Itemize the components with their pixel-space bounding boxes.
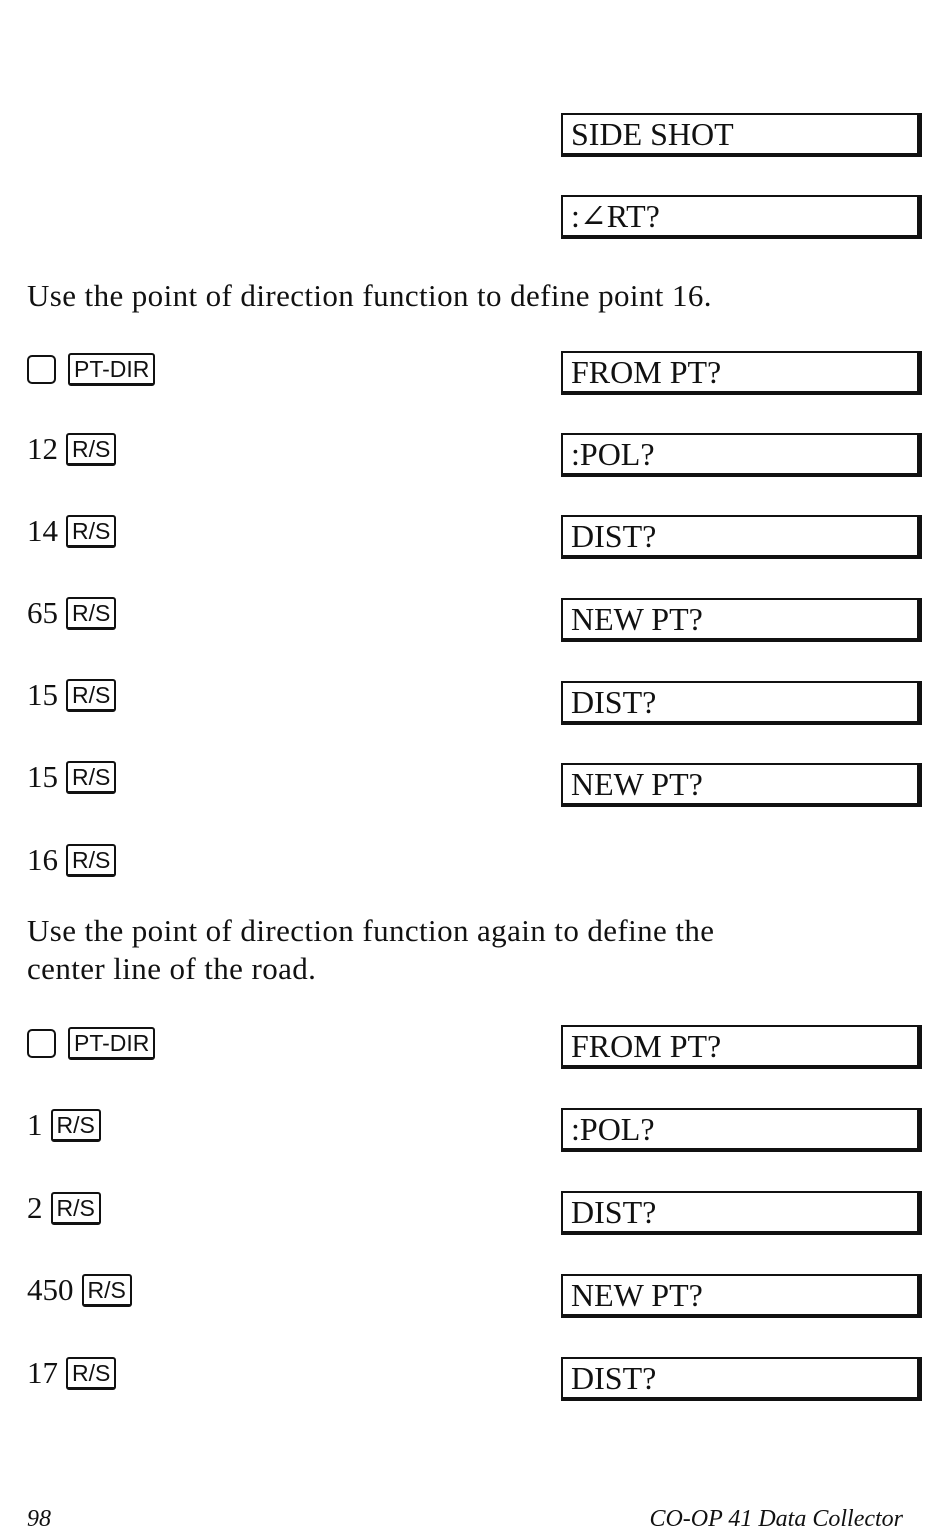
display-text: NEW PT?: [571, 766, 703, 802]
display-text: FROM PT?: [571, 1028, 722, 1064]
rs-key: R/S: [66, 761, 116, 794]
entry-value: 17: [27, 1355, 58, 1390]
step-pt-dir-2: [27, 1023, 155, 1063]
step-entry: [27, 1353, 116, 1393]
display-dist: [561, 1357, 922, 1401]
step-entry: [27, 757, 116, 797]
entry-value: 16: [27, 842, 58, 877]
rs-key: R/S: [51, 1192, 101, 1225]
display-text: FROM PT?: [571, 354, 722, 390]
display-new-pt: [561, 1274, 922, 1318]
display-dist: [561, 681, 922, 725]
entry-value: 14: [27, 513, 58, 548]
shift-key-icon: [27, 355, 56, 384]
display-new-pt: [561, 763, 922, 807]
rs-key: R/S: [66, 433, 116, 466]
rs-key: R/S: [66, 515, 116, 548]
display-pol: [561, 1108, 922, 1152]
pt-dir-key: PT-DIR: [68, 1027, 155, 1060]
display-new-pt: [561, 598, 922, 642]
display-text: :POL?: [571, 436, 655, 472]
pt-dir-key: PT-DIR: [68, 353, 155, 386]
step-entry: [27, 1188, 101, 1228]
entry-value: 2: [27, 1190, 43, 1225]
manual-title: CO-OP 41 Data Collector: [649, 1506, 903, 1532]
display-dist: [561, 1191, 922, 1235]
entry-value: 15: [27, 677, 58, 712]
display-text: SIDE SHOT: [571, 116, 734, 152]
display-text: NEW PT?: [571, 601, 703, 637]
page-number: 98: [27, 1506, 51, 1532]
instruction-paragraph-2-line-2: center line of the road.: [27, 951, 317, 986]
display-dist: [561, 515, 922, 559]
rs-key: R/S: [66, 597, 116, 630]
display-text: DIST?: [571, 684, 657, 720]
entry-value: 12: [27, 431, 58, 466]
display-text: DIST?: [571, 1194, 657, 1230]
step-entry: [27, 1105, 101, 1145]
display-text: DIST?: [571, 518, 657, 554]
rs-key: R/S: [66, 1357, 116, 1390]
entry-value: 15: [27, 759, 58, 794]
rs-key: R/S: [66, 679, 116, 712]
rs-key: R/S: [66, 844, 116, 877]
step-entry: [27, 429, 116, 469]
entry-value: 450: [27, 1272, 74, 1307]
step-entry: [27, 1270, 132, 1310]
step-entry: [27, 593, 116, 633]
display-text: NEW PT?: [571, 1277, 703, 1313]
display-text: :POL?: [571, 1111, 655, 1147]
display-side-shot: [561, 113, 922, 157]
entry-value: 1: [27, 1107, 43, 1142]
step-entry: [27, 675, 116, 715]
display-angle-rt: [561, 195, 922, 239]
display-pol: [561, 433, 922, 477]
step-pt-dir-1: [27, 349, 155, 389]
instruction-paragraph-1: Use the point of direction function to define point 16.: [27, 278, 712, 313]
shift-key-icon: [27, 1029, 56, 1058]
step-entry: [27, 511, 116, 551]
display-from-pt: [561, 351, 922, 395]
display-from-pt: [561, 1025, 922, 1069]
rs-key: R/S: [51, 1109, 101, 1142]
rs-key: R/S: [82, 1274, 132, 1307]
display-text: :∠RT?: [571, 198, 660, 234]
instruction-paragraph-2-line-1: Use the point of direction function again to define the: [27, 913, 715, 948]
entry-value: 65: [27, 595, 58, 630]
display-text: DIST?: [571, 1360, 657, 1396]
step-entry: [27, 840, 116, 880]
